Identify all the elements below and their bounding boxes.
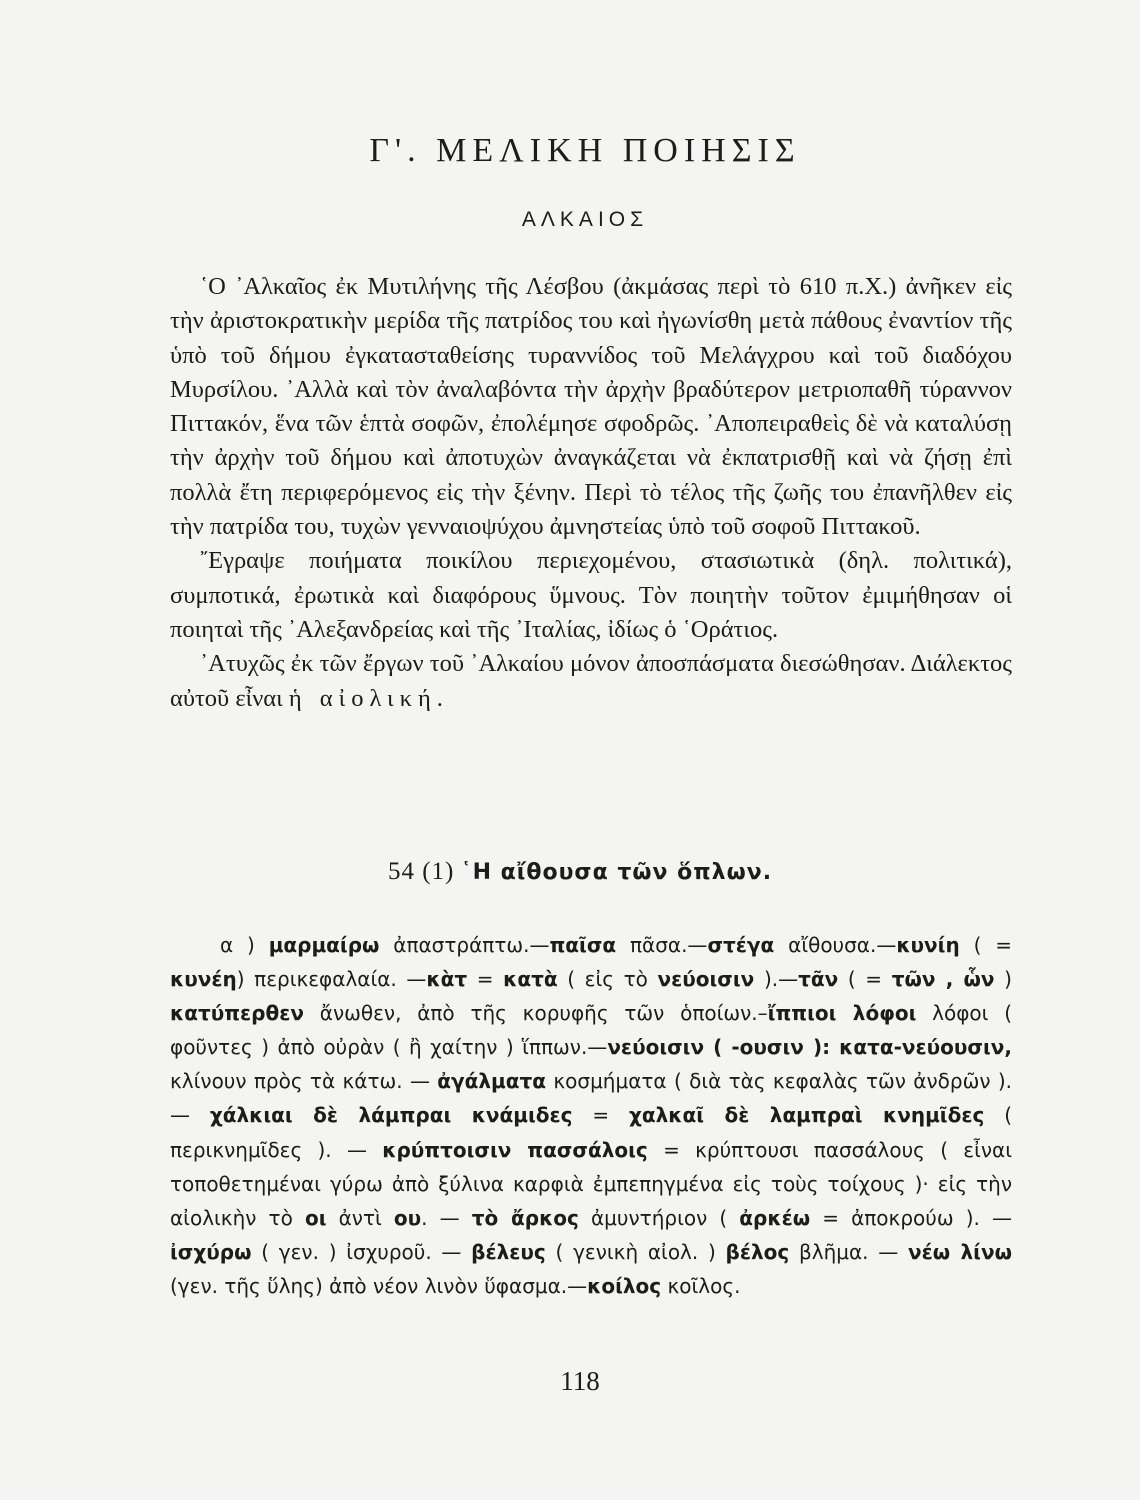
gloss-text: ( περικνημῖδες ). — <box>170 1103 1012 1162</box>
poem-title: ῾Η αἴθουσα τῶν ὅπλων. <box>460 860 773 885</box>
glossary-term: κρύπτοισιν πασσάλοις <box>382 1137 648 1162</box>
intro-text <box>170 270 1012 716</box>
gloss-text: ἀπαστράπτω.— <box>379 933 550 957</box>
glossary-term: τῶν , ὧν <box>891 967 995 992</box>
glossary-term: νεύοισιν ( -ουσιν ): κατα-νεύουσιν, <box>607 1035 1013 1060</box>
glossary-term: χαλκαῖ δὲ λαμπραὶ κνημῖδες <box>628 1103 985 1128</box>
gloss-text: αἴθουσα.— <box>774 933 897 957</box>
author-heading: ΑΛΚΑΙΟΣ <box>521 208 649 231</box>
gloss-text: ( γεν. ) ἰσχυροῦ. — <box>251 1239 472 1264</box>
glossary-term: τᾶν <box>798 967 839 992</box>
gloss-text: ( γενικὴ αἰολ. ) <box>545 1239 726 1264</box>
chapter-title: Γ'. ΜΕΛΙΚΗ ΠΟΙΗΣΙΣ <box>369 132 801 169</box>
glossary-term: νεύοισιν <box>657 967 755 992</box>
gloss-text: = ἀποκρούω ). — <box>810 1205 1012 1230</box>
glossary-term: κατύπερθεν <box>170 1001 304 1026</box>
glossary-term: παῖσα <box>549 933 617 957</box>
glossary-term: ἴππιοι λόφοι <box>767 1001 917 1026</box>
gloss-text: κοῖλος. <box>661 1273 741 1298</box>
gloss-text: (γεν. τῆς ὕλης) ἀπὸ νέον λινὸν ὕφασμα.— <box>170 1273 588 1298</box>
gloss-text: κλίνουν πρὸς τὰ κάτω. — <box>170 1069 438 1094</box>
poem-number: 54 (1) <box>387 858 455 885</box>
glossary-term: κατὰ <box>503 967 558 992</box>
intro-paragraph-3-text: ᾿Ατυχῶς ἐκ τῶν ἔργων τοῦ ᾿Αλκαίου μόνον ἀποσπάσματα διεσώθησαν. Διάλεκτος αὐτοῦ εἶναι <box>170 650 1012 712</box>
glossary-term: ἀρκέω <box>739 1205 811 1230</box>
gloss-text: ἄνωθεν, ἀπὸ τῆς κορυφῆς τῶν ὁποίων.– <box>303 1001 768 1026</box>
glossary-term: νέω λίνω <box>908 1239 1012 1264</box>
gloss-text: ).— <box>754 967 799 992</box>
dialect-name: ἡ αἰολική <box>288 684 437 712</box>
commentary-notes <box>170 928 1012 1303</box>
glossary-term: βέλευς <box>471 1239 546 1264</box>
gloss-text: . — <box>421 1205 472 1230</box>
gloss-text: ) <box>994 967 1012 992</box>
glossary-term: χάλκιαι δὲ λάμπραι κνάμιδες <box>209 1103 573 1128</box>
glossary-term: κὰτ <box>426 967 468 992</box>
page-number: 118 <box>560 1366 600 1396</box>
glossary-term: κυνέη <box>170 967 237 992</box>
glossary-term: τὸ ἄρκος <box>471 1205 579 1230</box>
glossary-term: οι <box>304 1205 327 1230</box>
gloss-text: = <box>467 967 504 992</box>
poem-heading <box>0 858 1140 886</box>
gloss-text: ) περικεφαλαία. — <box>236 967 427 992</box>
gloss-text: ἀμυντήριον ( <box>578 1205 740 1230</box>
intro-paragraph-1: ῾Ο ᾿Αλκαῖος ἐκ Μυτιλήνης τῆς Λέσβου (ἀκμάσας περὶ τὸ 610 π.Χ.) ἀνῆκεν εἰς τὴν ἀριστοκρατικὴν μερίδα τῆς πατρίδος του καὶ ἠγωνίσθη μετὰ πάθους ἐναντίον τῆς ὑπὸ τοῦ δήμου ἐγκατασταθείσης τυραννίδος τοῦ Μελάγχρου καὶ τοῦ διαδόχου Μυρσίλου. ᾿Αλλὰ καὶ τὸν ἀναλαβόντα τὴν ἀρχὴν βραδύτερον μετριοπαθῆ τύραννον Πιττακόν, ἕνα τῶν ἑπτὰ σοφῶν, ἐπολέμησε σφοδρῶς. ᾿Αποπειραθεὶς δὲ νὰ καταλύσῃ τὴν ἀρχὴν τοῦ δήμου καὶ ἀποτυχὼν ἀναγκάζεται νὰ ἐκπατρισθῇ καὶ νὰ ζήσῃ ἐπὶ πολλὰ ἔτη περιφερόμενος εἰς τὴν ξένην. Περὶ τὸ τέλος τῆς ζωῆς του ἐπανῆλθεν εἰς τὴν πατρίδα του, τυχὼν γενναιοψύχου ἀμνηστείας ὑπὸ τοῦ σοφοῦ Πιττακοῦ. <box>170 273 1012 541</box>
gloss-text: ( = <box>838 967 892 992</box>
gloss-text: ( εἰς τὸ <box>557 967 658 992</box>
gloss-text: πᾶσα.— <box>616 933 708 957</box>
gloss-text: ( = <box>959 933 1012 957</box>
gloss-text: λόφοι ( φοῦντες ) ἀπὸ οὐρὰν ( ἢ χαίτην ) ἵππων.— <box>170 1001 1012 1060</box>
glossary-term: κυνίη <box>896 933 960 957</box>
glossary-term: βέλος <box>725 1239 790 1264</box>
intro-paragraph-2: ῎Εγραψε ποιήματα ποικίλου περιεχομένου, στασιωτικὰ (δηλ. πολιτικά), συμποτικά, ἐρωτικὰ καὶ διαφόρους ὕμνους. Τὸν ποιητὴν τοῦτον ἐμιμήθησαν οἱ ποιηταὶ τῆς ᾿Αλεξανδρείας καὶ τῆς ᾿Ιταλίας, ἰδίως ὁ ῾Οράτιος. <box>170 547 1012 643</box>
gloss-text: α ) <box>220 933 269 957</box>
intro-paragraph-3-end: . <box>436 684 443 712</box>
glossary-term: κοίλος <box>587 1273 662 1298</box>
glossary-term: ου <box>393 1205 422 1230</box>
gloss-text: βλῆμα. — <box>789 1239 909 1264</box>
gloss-text: κοσμήματα ( διὰ τὰς κεφαλὰς τῶν ἀνδρῶν ). — <box>170 1069 1012 1128</box>
gloss-text: ἀντὶ <box>326 1205 394 1230</box>
glossary-term: ἀγάλματα <box>437 1069 547 1094</box>
glossary-term: ἰσχύρω <box>170 1239 252 1264</box>
intro-paragraph-3 <box>170 647 1012 716</box>
glossary-term: στέγα <box>707 933 775 957</box>
gloss-text: = κρύπτουσι πασσάλους ( εἶναι τοποθετημέναι γύρω ἀπὸ ξύλινα καρφιὰ ἐμπεπηγμένα εἰς τοὺς τοίχους )· εἰς τὴν αἰολικὴν τὸ <box>170 1137 1012 1230</box>
gloss-text: = <box>572 1103 629 1128</box>
glossary-term: μαρμαίρω <box>268 933 380 957</box>
